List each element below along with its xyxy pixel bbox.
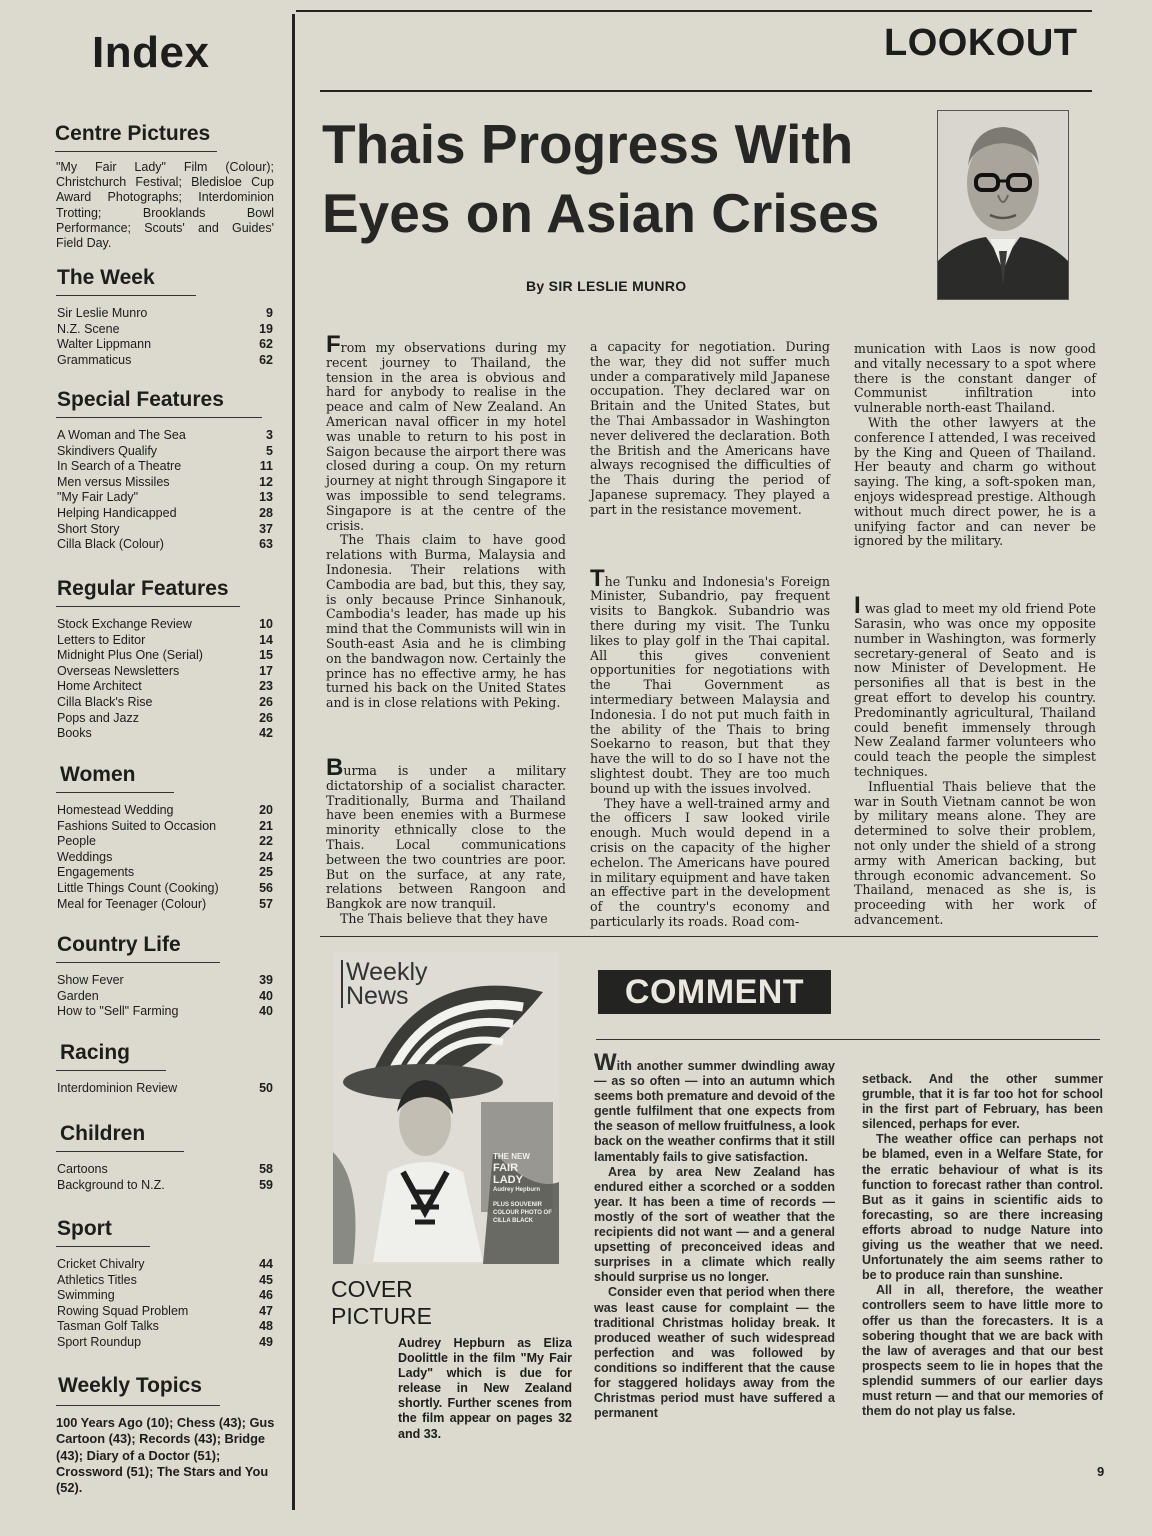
index-entry-label: Midnight Plus One (Serial) [57,648,203,663]
index-entry[interactable] [57,648,273,664]
section-rule [55,151,217,152]
index-section-heading: Children [60,1122,146,1145]
index-entry[interactable] [57,506,273,522]
index-entry-label: In Search of a Theatre [57,459,182,474]
index-entry-page: 14 [259,632,273,647]
paragraph-text: munication with Laos is now good and vitally necessary to a spot where there is the constant danger of Communist infiltration into vulnerable north-east Thailand. [854,341,1096,416]
cover-title-line-1: COVER [331,1276,413,1302]
index-entry-page: 40 [259,988,273,1003]
index-entry[interactable] [57,306,273,322]
index-entry[interactable] [57,973,273,989]
section-rule [56,962,220,963]
index-entry-page: 9 [266,306,273,320]
section-rule [56,1070,166,1071]
paragraph [854,342,1096,416]
index-entry-page: 23 [259,679,273,694]
paragraph-text: rom my observations during my recent journey to Thailand, the tension in the area is obvious and hard for anybody to realise in the peace and calm of New Zealand. An American naval officer in my hotel was unable to return to his post in Saigon because the airport there was closed during a coup. On my return journey at night through Singapore it was impossible to send telegrams. Singapore is at the centre of the crisis. [326,340,566,533]
cover-image [333,952,559,1264]
index-entry-page: 47 [259,1303,273,1318]
article-column-2 [590,340,830,930]
index-entry-page: 10 [259,617,273,631]
index-entry-list [57,803,273,912]
cover-line: THE NEW [493,1152,530,1161]
drop-cap: I [854,592,861,620]
paragraph [326,533,566,711]
lookout-rule [320,90,1092,92]
paragraph-text: was glad to meet my old friend Pote Sarasin, who was once my opposite number in Washington, was formerly secretary-general of Seato and is now Minister of Development. He personifies all that is best in the great effort to develop his country. Predominantly agricultural, Thailand could benefit immensely through New Zealand farmer volunteers who could teach the people the simplest techniques. [854,601,1096,779]
index-entry-list [57,1257,273,1351]
paragraph-text: Consider even that period when there was least cause for complaint — the traditional Christmas holiday break. It produced weather of such widespread perfection and was followed by conditions so indifferent that the cause for staggered holidays away from the Christmas period must have suffered a permanent [594,1285,835,1421]
article-column-3 [854,342,1096,928]
index-entry-label: Interdominion Review [57,1081,178,1095]
index-entry-page: 40 [259,1004,273,1019]
centre-pictures-heading: Centre Pictures [55,122,211,145]
paragraph-text: setback. And the other summer grumble, that it is far too hot for school in the first part of February, has been silenced, perhaps for ever. [862,1072,1103,1132]
index-entry-label: How to "Sell" Farming [57,1004,179,1019]
cover-line: Audrey Hepburn [493,1187,541,1193]
index-entry[interactable] [57,881,273,897]
paragraph [854,780,1096,928]
section-rule [56,792,174,793]
index-entry-label: Men versus Missiles [57,474,170,489]
cover-masthead [341,960,428,1008]
section-rule [56,606,240,607]
index-entry-label: Athletics Titles [57,1272,137,1287]
index-entry-page: 44 [259,1257,273,1271]
drop-cap: B [326,753,344,781]
index-entry[interactable] [57,695,273,711]
article-byline: By SIR LESLIE MUNRO [526,278,687,294]
index-entry-page: 58 [259,1162,273,1176]
index-entry-list [57,428,273,553]
index-entry-label: Pops and Jazz [57,710,139,725]
paragraph [590,564,830,797]
index-entry-page: 46 [259,1288,273,1303]
cover-masthead-line-2: News [346,982,409,1010]
index-entry-label: People [57,834,96,849]
index-entry[interactable] [57,834,273,850]
index-entry[interactable] [57,1178,273,1194]
index-entry-label: Cilla Black's Rise [57,694,153,709]
index-entry[interactable] [57,337,273,353]
index-entry-label: Swimming [57,1288,115,1303]
paragraph-text: he Tunku and Indonesia's Foreign Minister, Subandrio, pay frequent visits to Bangkok. Subandrio was there during my visit. The Tunku likes to play golf in the Thai capital. All this gives convenient opportunities for negotiations with the Thai Government as intermediary between Malaysia and Indonesia. I do not put much faith in the ability of the Thais to bring Soekarno to reason, but that they have the will to do so I have not the slightest doubt. They are too much bound up with the issues involved. [590,573,830,796]
index-entry-label: Cartoons [57,1162,108,1176]
paragraph [594,1285,835,1421]
index-entry-page: 49 [259,1334,273,1349]
index-entry-page: 50 [259,1081,273,1095]
paragraph [862,1072,1103,1132]
index-section-heading: Country Life [57,933,181,956]
index-section-heading: Sport [57,1217,112,1240]
index-entry[interactable] [57,522,273,538]
index-entry-label: A Woman and The Sea [57,428,186,442]
paragraph [854,416,1096,549]
index-entry-label: Engagements [57,865,135,880]
index-entry-page: 42 [259,726,273,741]
index-entry-page: 20 [259,803,273,817]
index-section-heading: Special Features [57,388,224,411]
top-rule [296,10,1092,12]
index-entry[interactable] [57,322,273,338]
index-entry-page: 19 [259,321,273,336]
index-entry-label: Sport Roundup [57,1334,142,1349]
paragraph-text: They have a well-trained army and the officers I saw looked virile enough. Much would depend in a crisis on the capacity of the higher echelon. The Americans have poured in military equipment and have taken an effective part in the development of the country's economy and particularly its roads. Road com- [590,795,830,929]
cover-picture-title [331,1276,432,1330]
paragraph [862,1283,1103,1419]
index-entry-label: Fashions Suited to Occasion [57,818,217,833]
index-entry-page: 28 [259,505,273,520]
portrait-illustration [938,111,1068,299]
index-entry-page: 25 [259,865,273,880]
section-rule [56,1405,220,1406]
index-entry[interactable] [57,819,273,835]
index-title: Index [92,28,210,77]
index-entry-label: Little Things Count (Cooking) [57,880,219,895]
drop-cap: W [594,1049,617,1076]
index-entry[interactable] [57,711,273,727]
index-entry[interactable] [57,490,273,506]
paragraph [326,912,566,927]
index-entry-page: 62 [259,352,273,367]
index-entry-label: Books [57,726,92,741]
index-entry[interactable] [57,1004,273,1020]
index-entry-list [57,1162,273,1193]
index-entry-page: 24 [259,849,273,864]
index-entry-label: Tasman Golf Talks [57,1319,159,1334]
index-section-heading: Women [60,763,136,786]
drop-cap: F [326,331,341,358]
index-entry[interactable] [57,1304,273,1320]
index-entry-label: Short Story [57,521,120,536]
index-entry[interactable] [57,475,273,491]
index-entry-page: 26 [259,710,273,725]
article-column-1 [326,331,566,927]
index-entry[interactable] [57,850,273,866]
index-entry[interactable] [57,679,273,695]
index-entry-label: Meal for Teenager (Colour) [57,896,207,911]
cover-masthead-line-1: Weekly [346,958,428,986]
index-entry-label: Cricket Chivalry [57,1257,145,1271]
cover-caption: Audrey Hepburn as Eliza Doolittle in the film "My Fair Lady" which is due for release in New Zealand shortly. Further scenes from the film appear on pages 32 and 33. [398,1336,572,1441]
index-entry[interactable] [57,617,273,633]
index-entry[interactable] [57,726,273,742]
index-section-heading: The Week [57,266,155,289]
index-section-heading: Regular Features [57,577,229,600]
comment-heading: COMMENT [598,970,831,1014]
index-entry[interactable] [57,989,273,1005]
index-entry[interactable] [57,353,273,369]
index-entry-page: 22 [259,834,273,849]
weekly-topics-heading: Weekly Topics [58,1374,202,1397]
paragraph-text: Area by area New Zealand has endured either a scorched or a sodden year. It has been a time of records —mostly of the sort of weather that the recipients did not want — and a general upsetting of preconceived ideas and surprises in a climate which really should surprise us no longer. [594,1164,835,1285]
index-entry-page: 11 [259,459,273,474]
paragraph-text: With the other lawyers at the conference I attended, I was received by the King and Queen of Thailand. Her beauty and charm go without saying. The king, a soft-spoken man, enjoys widespread prestige. Although without much direct power, he is a unifying factor and can never be ignored by the military. [854,414,1096,549]
index-entry-label: Weddings [57,849,113,864]
headline-line-1: Thais Progress With [322,113,854,175]
index-entry[interactable] [57,1257,273,1273]
paragraph [594,1165,835,1286]
index-entry-page: 39 [259,973,273,987]
index-entry-list [57,617,273,742]
page-number: 9 [1097,1464,1105,1479]
index-entry-label: Skindivers Qualify [57,443,158,458]
index-section-heading: Racing [60,1041,131,1064]
index-entry-label: Stock Exchange Review [57,617,192,631]
index-entry-page: 57 [259,896,273,911]
paragraph-text: The Thais believe that they have [340,910,548,926]
paragraph [594,1049,836,1165]
column-divider [292,14,295,1510]
index-entry-page: 15 [259,648,273,663]
index-entry-page: 12 [259,474,273,489]
paragraph-text: All in all, therefore, the weather controllers seem to have little more to offer us than the forecasters. It is a sobering thought that we are back with the law of averages and that our best prospects seem to lie in hopes that the splendid summers of our earlier days must return — and that our memories of them do not play us false. [862,1283,1103,1419]
cover-line: LADY [493,1174,523,1186]
paragraph [854,592,1096,780]
cover-title-line-2: PICTURE [331,1303,432,1329]
index-entry[interactable] [57,1273,273,1289]
paragraph [862,1132,1103,1283]
comment-column-2 [862,1072,1103,1419]
index-entry-page: 59 [259,1177,273,1192]
index-entry-label: Sir Leslie Munro [57,306,148,320]
section-rule [56,1151,184,1152]
index-entry-label: Cilla Black (Colour) [57,537,164,552]
index-entry-page: 56 [259,880,273,895]
index-entry-label: Homestead Wedding [57,803,174,817]
index-entry[interactable] [57,865,273,881]
index-entry-page: 21 [259,818,273,833]
paragraph-text: urma is under a military dictatorship of a socialist character. Traditionally, Burma and Thailand have been enemies with a Burmese minority ethnically close to the Thais. Local communications between the two countries are poor. But on the surface, at any rate, relations between Rangoon and Bangkok are now tranquil. [326,762,566,912]
index-entry-page: 5 [266,443,273,458]
index-entry[interactable] [57,1081,273,1097]
index-entry-label: Walter Lippmann [57,337,152,352]
article-headline [322,110,922,248]
index-entry-label: Show Fever [57,973,124,987]
index-entry[interactable] [57,1162,273,1178]
index-entry[interactable] [57,428,273,444]
section-rule [56,417,262,418]
section-rule [56,295,196,296]
paragraph-text: Influential Thais believe that the war in South Vietnam cannot be won by military means alone. They are determined to solve their problem, not only under the shield of a strong army with American backing, but through economic advancement. So Thailand, menaced as she is, is proceeding with her work of advancement. [854,778,1096,927]
section-rule [56,1246,150,1247]
cover-line: PLUS SOUVENIR COLOUR PHOTO OF CILLA BLACK [493,1202,552,1224]
index-entry-label: Rowing Squad Problem [57,1303,189,1318]
index-entry-label: Grammaticus [57,352,132,367]
index-entry-page: 45 [259,1272,273,1287]
index-entry-list [57,1081,273,1097]
paragraph-text: The weather office can perhaps not be blamed, even in a Welfare State, for the erratic behaviour of what is its function to forecast rather than control. But as it gains in scientific aids to forecasting, so are there increasing efforts abroad to nudge Nature into giving us the weather that we need. Unfortunately the aim seems rather to be to produce rain than sunshine. [862,1132,1103,1283]
section-label: LOOKOUT [884,22,1078,64]
comment-rule [596,1039,1100,1040]
index-entry[interactable] [57,1335,273,1351]
author-portrait [937,110,1069,300]
index-entry-label: Overseas Newsletters [57,663,180,678]
paragraph-text: a capacity for negotiation. During the war, they did not suffer much under a comparatively mild Japanese occupation. They declared war on Britain and the United States, but the Thai Ambassador in Washington never delivered the declaration. Both the British and the Americans have always recognised the difficulties of the Thais during the period of Japanese supremacy. They played a part in the resistance movement. [590,339,830,517]
index-entry[interactable] [57,1288,273,1304]
index-entry-label: Garden [57,988,99,1003]
index-entry-label: Letters to Editor [57,632,146,647]
index-entry-label: "My Fair Lady" [57,490,139,505]
index-entry[interactable] [57,537,273,553]
index-entry-label: N.Z. Scene [57,321,120,336]
index-entry[interactable] [57,803,273,819]
index-entry[interactable] [57,897,273,913]
index-entry-page: 63 [259,537,273,552]
paragraph [590,340,830,518]
headline-line-2: Eyes on Asian Crises [322,182,880,244]
index-entry-list [57,973,273,1020]
index-entry-page: 48 [259,1319,273,1334]
weekly-topics-text: 100 Years Ago (10); Chess (43); Gus Cartoon (43); Records (43); Bridge (43); Diary of a Doctor (51); Crossword (51); The Stars and You (52). [56,1415,275,1496]
centre-pictures-text: "My Fair Lady" Film (Colour); Christchurch Festival; Bledisloe Cup Award Photographs; Interdominion Trotting; Brooklands Bowl Performance; Scouts' and Guides' Field Day. [56,160,274,251]
index-entry[interactable] [57,633,273,649]
index-entry-label: Helping Handicapped [57,505,177,520]
paragraph [590,797,830,930]
comment-column-1 [594,1049,836,1421]
index-entry-page: 3 [266,428,273,442]
index-entry-list [57,306,273,368]
index-entry[interactable] [57,444,273,460]
index-entry-page: 13 [259,490,273,505]
index-entry-page: 26 [259,694,273,709]
index-entry[interactable] [57,1319,273,1335]
drop-cap: T [590,564,605,592]
index-entry-label: Home Architect [57,679,142,694]
index-entry[interactable] [57,664,273,680]
index-entry-label: Background to N.Z. [57,1177,165,1192]
cover-lines [493,1152,555,1225]
paragraph [326,331,566,533]
paragraph [326,753,566,912]
index-entry-page: 62 [259,337,273,352]
paragraph-text: The Thais claim to have good relations with Burma, Malaysia and Indonesia. Their relations with Cambodia are bad, but this, they say, is only because Prince Sinhanouk, Cambodia's leader, has made up his mind that the Communists will win in South-east Asia and he is climbing on the bandwagon now. Certainly the prince has no effective army, he has turned his back on the United States and is in close relations with Peking. [326,532,566,711]
index-entry-page: 37 [259,521,273,536]
index-entry[interactable] [57,459,273,475]
cover-line: FAIR [493,1162,519,1174]
comment-section-rule [320,936,1098,937]
paragraph-text: ith another summer dwindling away — as so often — into an autumn which seems both premature and devoid of the gentle fulfilment that one expects from the season of mellow fruitfulness, a look back on the weather confirms that it still lamentably fails to give satisfaction. [594,1059,836,1164]
index-entry-page: 17 [259,663,273,678]
